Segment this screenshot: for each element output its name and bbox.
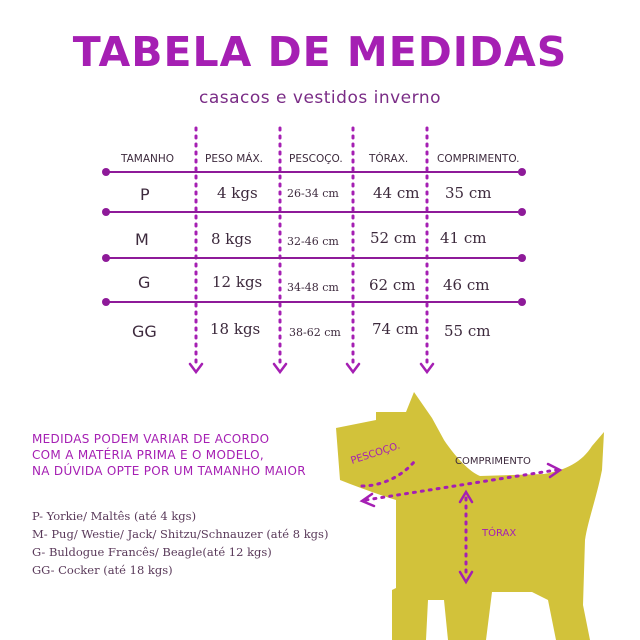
row-weight: 18 kgs [210, 320, 261, 338]
row-length: 35 cm [445, 184, 492, 202]
dog-chest-label: TÓRAX [482, 528, 517, 539]
breed-item: P- Yorkie/ Maltês (até 4 kgs) [32, 509, 197, 523]
row-neck: 26-34 cm [287, 187, 339, 200]
arrow-down-icon [190, 364, 202, 372]
table-row [132, 320, 490, 341]
size-note [32, 431, 306, 479]
note-line: NA DÚVIDA OPTE POR UM TAMANHO MAIOR [32, 464, 306, 478]
row-chest: 44 cm [373, 184, 420, 202]
row-length: 41 cm [440, 229, 487, 247]
breed-item: GG- Cocker (até 18 kgs) [32, 563, 173, 577]
arrow-down-icon [274, 364, 286, 372]
row-size: M [135, 230, 149, 249]
row-length: 55 cm [444, 322, 491, 340]
row-neck: 38-62 cm [289, 326, 341, 339]
page-subtitle: casacos e vestidos inverno [198, 88, 441, 108]
row-size: GG [132, 322, 157, 341]
table-row [135, 229, 486, 249]
note-line: MEDIDAS PODEM VARIAR DE ACORDO [32, 432, 270, 446]
row-weight: 4 kgs [217, 184, 258, 202]
row-chest: 62 cm [369, 276, 416, 294]
row-weight: 8 kgs [211, 230, 252, 248]
header-length: COMPRIMENTO. [437, 153, 520, 165]
breed-item: G- Buldogue Francês/ Beagle(até 12 kgs) [32, 545, 272, 559]
header-size: TAMANHO [121, 153, 175, 165]
header-neck: PESCOÇO. [289, 153, 343, 165]
dog-illustration [336, 392, 604, 640]
arrow-down-icon [421, 364, 433, 372]
row-chest: 52 cm [370, 229, 417, 247]
header-weight: PESO MÁX. [205, 153, 264, 165]
breed-list [32, 507, 328, 579]
row-chest: 74 cm [372, 320, 419, 338]
header-chest: TÓRAX. [369, 153, 409, 165]
row-size: P [140, 185, 150, 204]
row-weight: 12 kgs [212, 273, 263, 291]
note-line: COM A MATÉRIA PRIMA E O MODELO, [32, 448, 265, 462]
page-title: TABELA DE MEDIDAS [72, 28, 568, 76]
table-header [120, 152, 520, 165]
row-size: G [138, 273, 151, 292]
row-neck: 34-48 cm [287, 281, 339, 294]
row-length: 46 cm [443, 276, 490, 294]
dog-length-label: COMPRIMENTO [455, 456, 531, 467]
dog-neck-label: PESCOÇO. [349, 440, 402, 467]
table-row [138, 273, 489, 294]
arrow-down-icon [347, 364, 359, 372]
breed-item: M- Pug/ Westie/ Jack/ Shitzu/Schnauzer (até 8 kgs) [32, 527, 329, 541]
dog-body-shape [336, 392, 604, 640]
table-row [140, 184, 491, 204]
row-neck: 32-46 cm [287, 235, 339, 248]
